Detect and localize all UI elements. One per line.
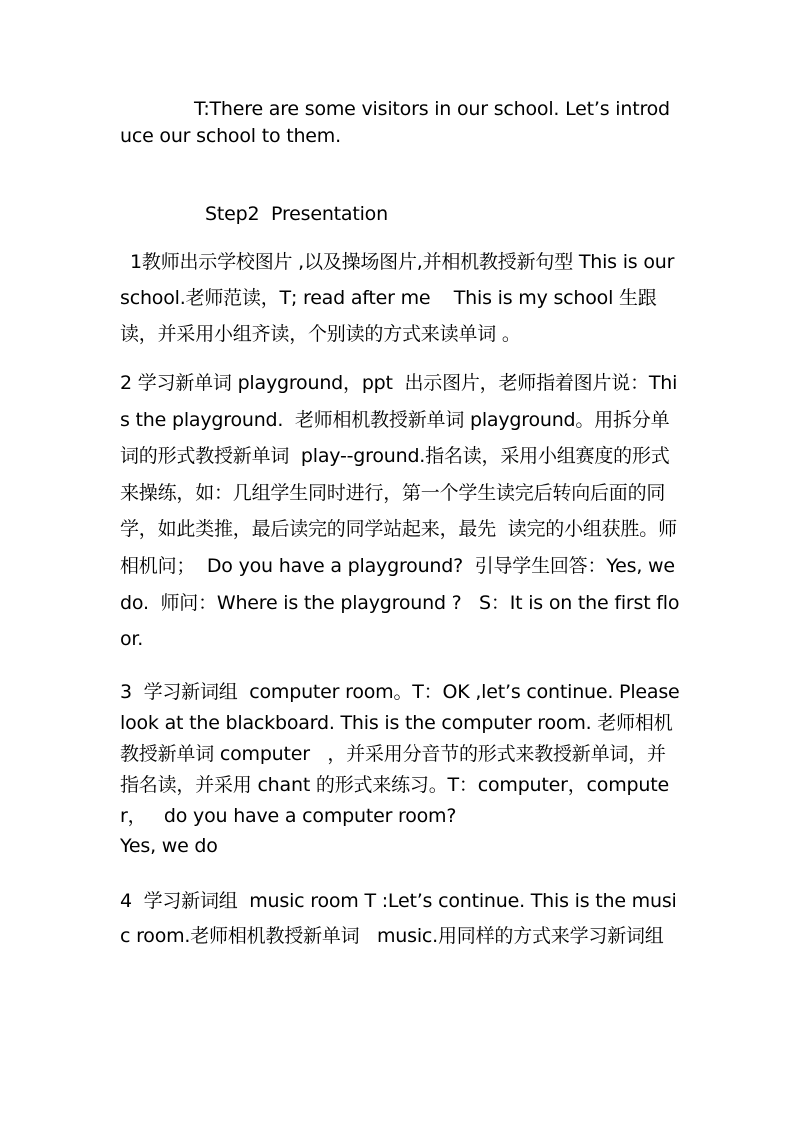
step-item-3-answer: Yes, we do bbox=[120, 835, 218, 857]
step-item-2: 2 学习新单词 playground，ppt 出示图片，老师指着图片说：This the playground. 老师相机教授新单词 playground。用拆分单词的形式教授新单词 play--ground.指名读，采用小组赛度的形式来操练，如：几组学生同时进行，第一个学生读完后转向后面的同学，如此类推，最后读完的同学站起来，最先 读完的小组获胜。师相机问； Do you have a playground? 引导学生回答：Yes, we do. 师问：Where is the playground ? S：It is on the first floor. bbox=[120, 372, 681, 651]
step-item-1: 1教师出示学校图片 ,以及操场图片,并相机教授新句型 This is our school.老师范读，T; read after me This is my school 生跟读，并采用小组齐读，个别读的方式来读单词 。 bbox=[120, 251, 681, 345]
step-item-4: 4 学习新词组 music room T :Let’s continue. This is the music room.老师相机教授新单词 music.用同样的方式来学习新词组 bbox=[120, 890, 677, 947]
intro-paragraph: T:There are some visitors in our school. Let’s introduce our school to them. bbox=[120, 98, 670, 147]
step-item-3 bbox=[120, 677, 686, 860]
step-item-3-text: 3 学习新词组 computer room。T：OK ,let’s continue. Please look at the blackboard. This is the computer room. 老师相机教授新单词 computer ，并采用分音节的形式来教授新单词，并指名读，并采用 chant 的形式来练习。T：computer，computer， do you have a computer room? bbox=[120, 681, 686, 827]
step-heading: Step2 Presentation bbox=[205, 203, 388, 225]
